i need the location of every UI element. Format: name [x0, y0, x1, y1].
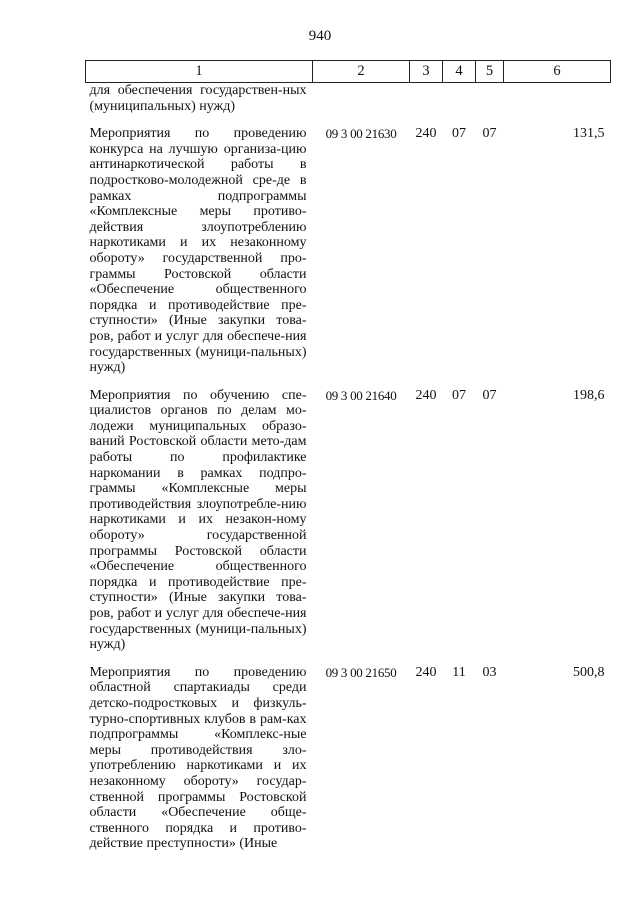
table-row [86, 665, 611, 852]
row-amount: 131,5 [573, 126, 605, 142]
header-col-5: 5 [476, 61, 504, 83]
row-col5: 07 [482, 126, 497, 142]
table-row-continuation [86, 83, 611, 127]
row-col3: 240 [415, 387, 437, 403]
row-amount: 198,6 [573, 387, 605, 403]
budget-table [85, 60, 611, 852]
row-code: 09 3 00 21640 [325, 387, 397, 403]
header-col-4: 4 [443, 61, 476, 83]
row-col3: 240 [415, 664, 437, 680]
row-description: Мероприятия по обучению спе-циалистов органов по делам мо-лодежи муниципальных образо-ваний Ростовской области мето-дам работы по профилактике наркомании в рамках подпро-граммы «Комплексные меры противодействия злоупотребле-нию наркотиками и их незакон-ному обороту» государственной программы Ростовской области «Обеспечение общественного порядка и противодействие пре-ступности» (Иные закупки това-ров, работ и услуг для обеспече-ния государственных (муници-пальных) нужд) [89, 387, 307, 653]
row-col3: 240 [415, 126, 437, 142]
row-col5: 03 [482, 664, 497, 680]
header-col-2: 2 [313, 61, 410, 83]
row-description: для обеспечения государствен-ных (муниципальных) нужд) [89, 83, 307, 114]
header-col-1: 1 [86, 61, 313, 83]
row-code: 09 3 00 21650 [325, 664, 397, 680]
table-row [86, 388, 611, 665]
header-col-6: 6 [504, 61, 611, 83]
row-col4: 07 [452, 387, 466, 403]
header-col-3: 3 [410, 61, 443, 83]
table-header-row [86, 61, 611, 83]
row-col4: 07 [452, 126, 466, 142]
row-col5: 07 [482, 387, 497, 403]
row-code: 09 3 00 21630 [325, 126, 397, 142]
row-description: Мероприятия по проведению областной спартакиады среди детско-подростковых и физкуль-турно-спортивных клубов в рам-ках подпрограммы «Комплекс-ные меры противодействия зло-употреблению наркотиками и их незаконному обороту» государ-ственной программы Ростовской области «Обеспечение обще-ственного порядка и противо-действие преступности» (Иные [89, 664, 307, 852]
row-description: Мероприятия по проведению конкурса на лучшую организа-цию антинаркотической работы в подростково-молодежной сре-де в рамках подпрограммы «Комплексные меры противо-действия злоупотреблению наркотиками и их незаконному обороту» государственной про-граммы Ростовской области «Обеспечение общественного порядка и противодействие пре-ступности» (Иные закупки това-ров, работ и услуг для обеспече-ния государственных (муници-пальных) нужд) [89, 126, 307, 376]
row-col4: 11 [452, 664, 466, 680]
table-row [86, 126, 611, 388]
row-amount: 500,8 [573, 664, 605, 680]
page-number: 940 [308, 28, 332, 44]
